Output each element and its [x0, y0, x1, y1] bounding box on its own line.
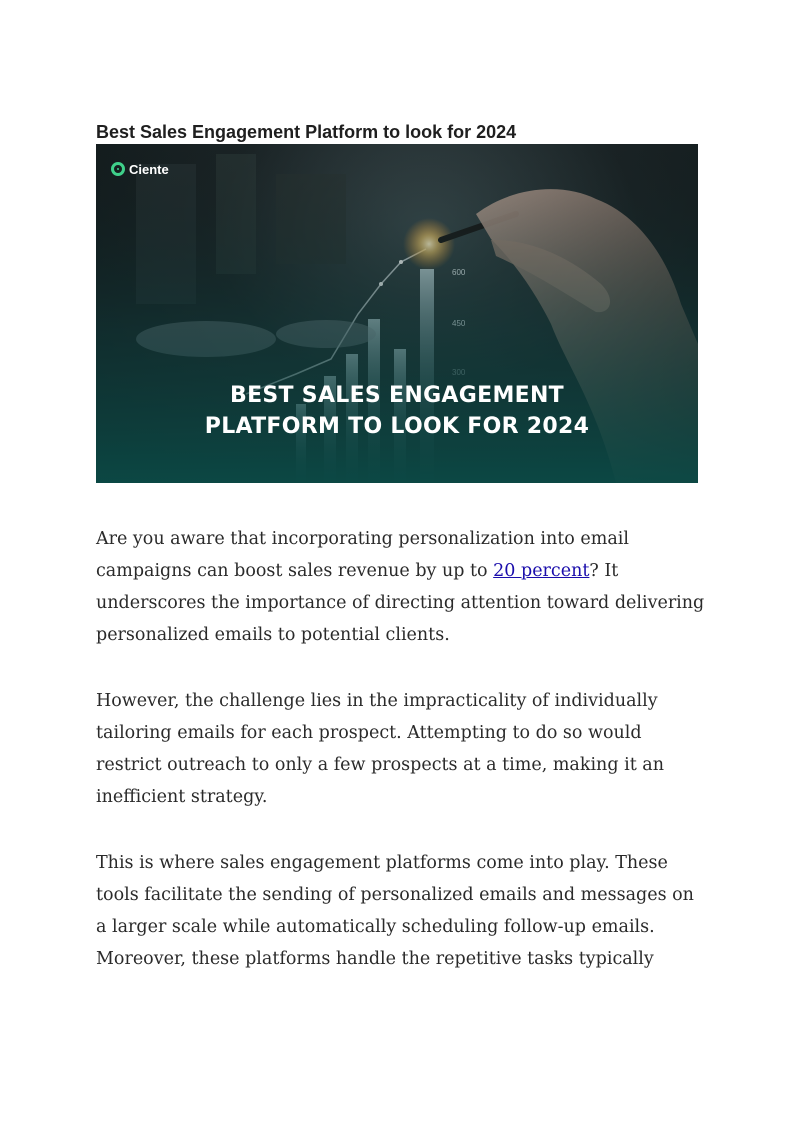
page-title: Best Sales Engagement Platform to look for 2024: [96, 122, 517, 142]
paragraph-1: [96, 523, 706, 651]
paragraph-3: This is where sales engagement platforms come into play. These tools facilitate the sending of personalized emails and messages on a larger scale while automatically scheduling follow-up emails. Moreover, these platforms handle the repetitive tasks typically: [96, 853, 694, 969]
paragraph-1-text-start: Are you aware that incorporating personalization into email campaigns can boost sales revenue by up to: [96, 529, 629, 581]
ciente-logo-icon: [111, 162, 125, 176]
logo-text: Ciente: [129, 161, 169, 177]
ciente-logo: [111, 159, 169, 179]
twenty-percent-link[interactable]: 20 percent: [493, 561, 590, 581]
paragraph-2: However, the challenge lies in the impracticality of individually tailoring emails for each prospect. Attempting to do so would restrict outreach to only a few prospects at a time, making it an inefficient strategy.: [96, 691, 664, 807]
hero-banner-image: [96, 144, 698, 483]
banner-heading-line-1: BEST SALES ENGAGEMENT: [230, 383, 564, 408]
paragraph-1-text-end: ? It underscores the importance of directing attention toward delivering personalized emails to potential clients.: [96, 561, 705, 645]
banner-heading: [96, 380, 698, 442]
banner-heading-line-2: PLATFORM TO LOOK FOR 2024: [204, 414, 590, 439]
